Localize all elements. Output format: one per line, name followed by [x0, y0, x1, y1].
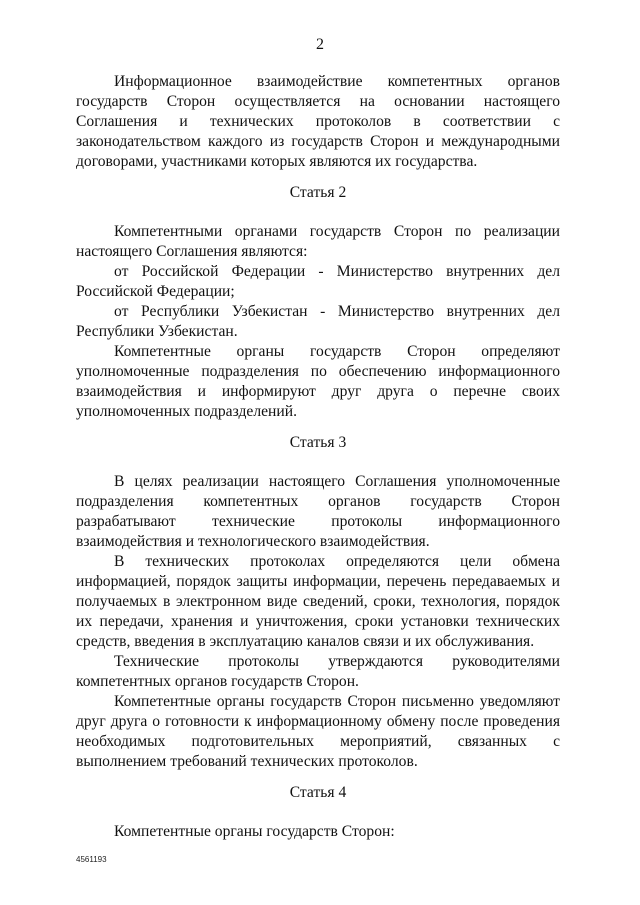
intro-paragraph: Информационное взаимодействие компетентных органов государств Сторон осуществляется на основании настоящего Соглашения и технических протоколов в соответствии с законодательством каждого из государств Сторон и международными договорами, участниками которых являются их государства.	[76, 73, 560, 170]
article-2-paragraph-3: от Республики Узбекистан - Министерство внутренних дел Республики Узбекистан.	[76, 303, 560, 340]
article-3-paragraph-4: Компетентные органы государств Сторон письменно уведомляют друг друга о готовности к информационному обмену после проведения необходимых подготовительных мероприятий, связанных с выполнением требований технических протоколов.	[76, 693, 560, 770]
document-body	[76, 72, 560, 842]
article-4-paragraph-1: Компетентные органы государств Сторон:	[114, 823, 395, 840]
page-number: 2	[316, 36, 324, 53]
article-4-title: Статья 4	[289, 784, 347, 801]
article-3-title: Статья 3	[289, 434, 347, 451]
article-3-paragraph-2: В технических протоколах определяются цели обмена информацией, порядок защиты информации, перечень передаваемых и получаемых в электронном виде сведений, сроки, технология, порядок их передачи, хранения и уничтожения, сроки установки технических средств, введения в эксплуатацию каналов связи и их обслуживания.	[76, 553, 560, 650]
article-3-paragraph-3: Технические протоколы утверждаются руководителями компетентных органов государств Сторон.	[76, 653, 560, 690]
article-2-paragraph-2: от Российской Федерации - Министерство внутренних дел Российской Федерации;	[76, 263, 560, 300]
document-code: 4561193	[76, 855, 107, 864]
article-2-paragraph-4: Компетентные органы государств Сторон определяют уполномоченные подразделения по обеспечению информационного взаимодействия и информируют друг друга о перечне своих уполномоченных подразделений.	[76, 343, 560, 420]
article-3-paragraph-1: В целях реализации настоящего Соглашения уполномоченные подразделения компетентных органов государств Сторон разрабатывают технические протоколы информационного взаимодействия и технологического взаимодействия.	[76, 473, 560, 550]
article-2-paragraph-1: Компетентными органами государств Сторон по реализации настоящего Соглашения являются:	[76, 223, 560, 260]
article-2-title: Статья 2	[289, 184, 347, 201]
